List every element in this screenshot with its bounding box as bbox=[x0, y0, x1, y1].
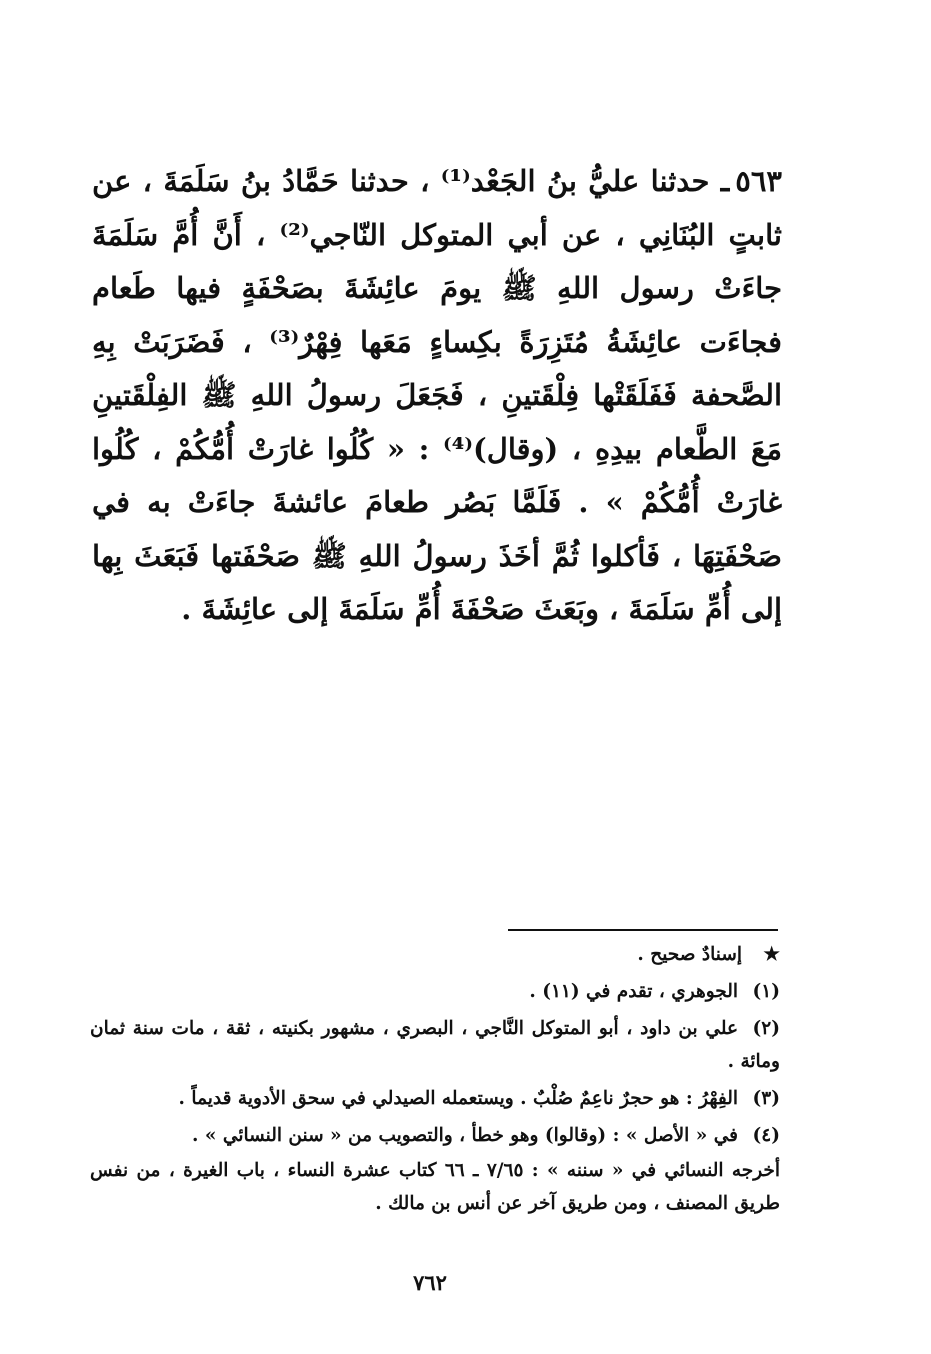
footnote-divider bbox=[508, 929, 778, 931]
footnote-3 bbox=[90, 1082, 780, 1115]
footnote-star-marker: ★ bbox=[763, 944, 780, 965]
page-number: ٧٦٢ bbox=[413, 1270, 447, 1295]
footnote-marker: (١) bbox=[752, 981, 780, 1002]
footnote-marker: (٢) bbox=[752, 1018, 780, 1039]
footnote-4 bbox=[90, 1119, 780, 1152]
footnote-2 bbox=[90, 1012, 780, 1078]
footnote-text: الجوهري ، تقدم في (١١) . bbox=[529, 981, 738, 1002]
footnote-marker: (٣) bbox=[752, 1088, 780, 1109]
footnote-text: الفِهْرُ : هو حجرٌ ناعِمٌ صُلْبٌ . ويستعمله الصيدلي في سحق الأدوية قديماً . bbox=[178, 1088, 738, 1109]
footnote-text: إسنادٌ صحيح . bbox=[637, 944, 742, 965]
footnote-text: علي بن داود ، أبو المتوكل النَّاجي ، البصري ، مشهور بكنيته ، ثقة ، مات سنة ثمان ومائة . bbox=[90, 1018, 780, 1072]
footnote-authenticity bbox=[90, 938, 780, 971]
footnote-1 bbox=[90, 975, 780, 1008]
hadith-number: ٥٦٣ bbox=[735, 164, 782, 198]
footnote-text: أخرجه النسائي في « سننه » : ٧/٦٥ ـ ٦٦ كتاب عشرة النساء ، باب الغيرة ، من نفس طريق المصنف ، ومن طريق آخر عن أنس بن مالك . bbox=[90, 1160, 780, 1214]
footnote-takhrij bbox=[90, 1154, 780, 1220]
hadith-separator: ـ bbox=[720, 164, 730, 198]
footnote-marker: (٤) bbox=[752, 1125, 780, 1146]
hadith-body: حدثنا عليُّ بنُ الجَعْد⁽¹⁾ ، حدثنا حَمَّادُ بنُ سَلَمَةَ ، عن ثابتٍ البُنَانِي ، عن أبي المتوكل النّاجي⁽²⁾ ، أَنَّ أُمَّ سَلَمَةَ جاءَتْ رسول اللهِ ﷺ يومَ عائِشَةَ بصَحْفَةٍ فيها طَعام فجاءَت عائِشَةُ مُتَزِرَةً بكِساءٍ مَعَها فِهْرٌ⁽³⁾ ، فَضَرَبَتْ بِهِ الصَّحفة فَفَلَقَتْها فِلْقَتينِ ، فَجَعَلَ رسولُ اللهِ ﷺ الفِلْقَتينِ مَعَ الطَّعام بيدِهِ ، (وقال)⁽⁴⁾ : « كُلُوا غارَتْ أُمُّكُمْ ، كُلُوا غارَتْ أُمُّكُمْ » . فَلَمَّا بَصُر طعامَ عائشةَ جاءَتْ به في صَحْفَتِهَا ، فَأكلوا ثُمَّ أخَذَ رسولُ اللهِ ﷺ صَحْفَتها فَبَعَثَ بِها إلى أُمِّ سَلَمَةَ ، وبَعَثَ صَحْفَةَ أُمِّ سَلَمَةَ إلى عائِشَةَ . bbox=[92, 164, 782, 626]
footnotes-section bbox=[90, 938, 780, 1224]
footnote-text: في « الأصل » : (وقالوا) وهو خطأ ، والتصويب من « سنن النسائي » . bbox=[192, 1125, 738, 1146]
hadith-text-block bbox=[92, 155, 782, 637]
